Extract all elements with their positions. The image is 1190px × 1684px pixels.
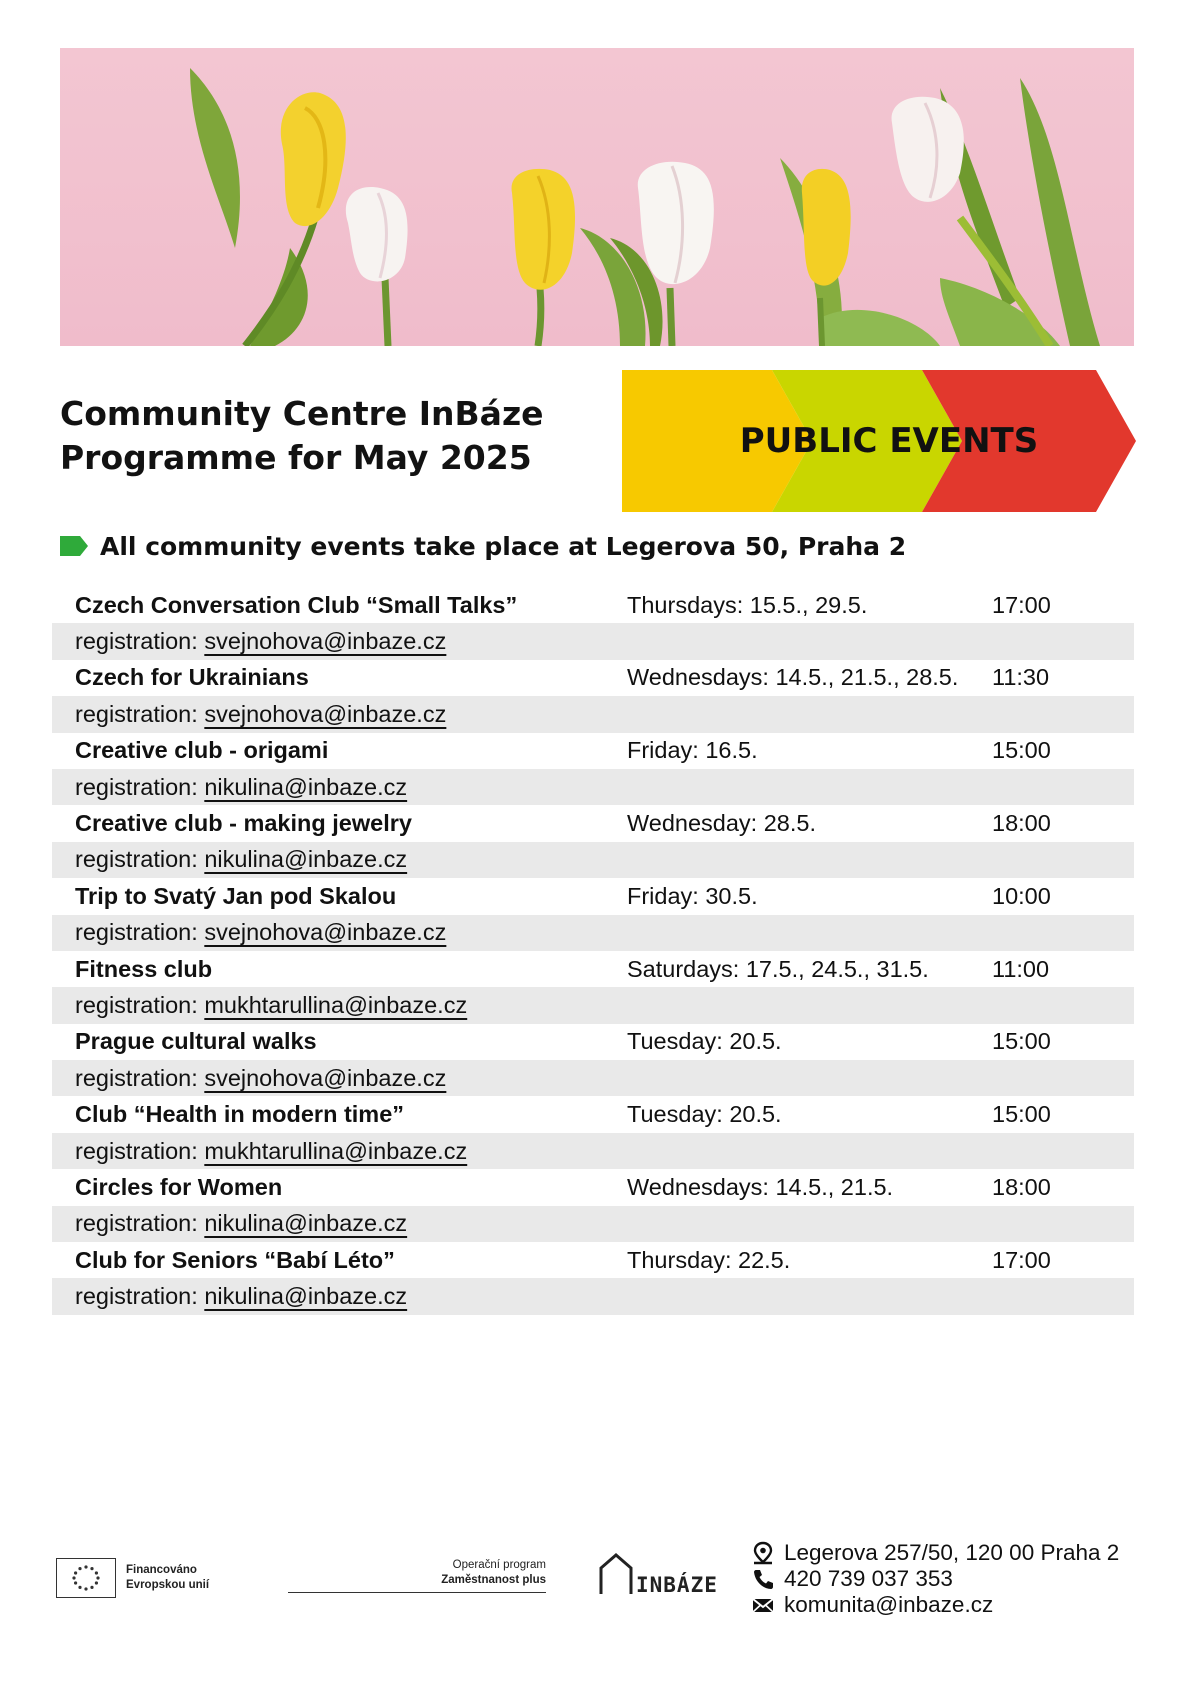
event-time: 15:00 [992, 1028, 1051, 1055]
event-row [52, 1096, 1134, 1132]
registration-row [52, 1133, 1134, 1169]
registration-email-link[interactable]: svejnohova@inbaze.cz [204, 628, 447, 655]
event-time: 17:00 [992, 591, 1051, 618]
registration-label: registration: [75, 919, 205, 946]
registration-email-link[interactable]: svejnohova@inbaze.cz [204, 700, 447, 727]
event-title: Prague cultural walks [75, 1028, 317, 1055]
registration-email-link[interactable]: nikulina@inbaze.cz [204, 1283, 408, 1310]
registration-email-link[interactable]: svejnohova@inbaze.cz [204, 919, 447, 946]
event-dates: Wednesdays: 14.5., 21.5. [627, 1173, 894, 1200]
op-line-1: Operační program [452, 1559, 546, 1571]
registration-email-link[interactable]: svejnohova@inbaze.cz [204, 1064, 447, 1091]
registration-info [52, 1210, 407, 1237]
contact-phone [752, 1566, 1119, 1592]
event-row [52, 951, 1134, 987]
event-dates: Tuesday: 20.5. [627, 1028, 782, 1055]
email-text[interactable]: komunita@inbaze.cz [784, 1592, 994, 1617]
public-events-banner [622, 370, 1136, 512]
eu-text-line-2: Evropskou unií [126, 1579, 210, 1591]
event-dates: Tuesday: 20.5. [627, 1101, 782, 1128]
inbaze-logo-text: INBÁZE [636, 1573, 718, 1597]
house-icon [598, 1552, 634, 1596]
event-title: Circles for Women [75, 1173, 283, 1200]
registration-info [52, 992, 467, 1019]
hero-tulips-image [60, 48, 1134, 346]
event-row [52, 587, 1134, 623]
registration-label: registration: [75, 1137, 205, 1164]
tag-arrow-icon [60, 536, 88, 556]
op-line-2: Zaměstnanost plus [441, 1574, 546, 1586]
event-dates: Wednesdays: 14.5., 21.5., 28.5. [627, 664, 959, 691]
event-title: Fitness club [75, 955, 213, 982]
event-dates: Thursday: 22.5. [627, 1246, 791, 1273]
event-title: Czech Conversation Club “Small Talks” [75, 591, 518, 618]
registration-info [52, 774, 407, 801]
eu-funding-logo [56, 1558, 209, 1598]
event-row [52, 1242, 1134, 1278]
registration-info [52, 1065, 446, 1092]
location-note [60, 526, 906, 566]
event-time: 11:00 [992, 955, 1050, 982]
event-time: 11:30 [992, 664, 1050, 691]
page-title [60, 392, 620, 480]
registration-info [52, 919, 446, 946]
registration-info [52, 1138, 467, 1165]
registration-row [52, 769, 1134, 805]
banner-label: PUBLIC EVENTS [739, 421, 1039, 461]
event-title: Club “Health in modern time” [75, 1101, 405, 1128]
registration-email-link[interactable]: nikulina@inbaze.cz [204, 846, 408, 873]
registration-info [52, 628, 446, 655]
event-dates: Friday: 30.5. [627, 882, 758, 909]
registration-label: registration: [75, 773, 205, 800]
event-row [52, 878, 1134, 914]
event-time: 15:00 [992, 737, 1051, 764]
registration-info [52, 701, 446, 728]
registration-label: registration: [75, 628, 205, 655]
event-time: 15:00 [992, 1101, 1051, 1128]
registration-label: registration: [75, 1283, 205, 1310]
registration-label: registration: [75, 846, 205, 873]
event-row [52, 1024, 1134, 1060]
event-title: Trip to Svatý Jan pod Skalou [75, 882, 397, 909]
registration-row [52, 915, 1134, 951]
registration-row [52, 1206, 1134, 1242]
registration-row [52, 1060, 1134, 1096]
event-dates: Saturdays: 17.5., 24.5., 31.5. [627, 955, 929, 982]
address-text: Legerova 257/50, 120 00 Praha 2 [784, 1540, 1120, 1565]
map-pin-icon [752, 1541, 774, 1565]
registration-label: registration: [75, 991, 205, 1018]
phone-text[interactable]: 420 739 037 353 [784, 1566, 953, 1591]
event-row [52, 733, 1134, 769]
events-table [52, 587, 1134, 1315]
event-time: 10:00 [992, 882, 1051, 909]
registration-label: registration: [75, 1210, 205, 1237]
contact-address [752, 1540, 1119, 1566]
registration-info [52, 846, 407, 873]
registration-email-link[interactable]: mukhtarullina@inbaze.cz [204, 991, 468, 1018]
registration-info [52, 1283, 407, 1310]
registration-row [52, 623, 1134, 659]
event-row [52, 1169, 1134, 1205]
event-title: Club for Seniors “Babí Léto” [75, 1246, 395, 1273]
location-text: All community events take place at Legerova 50, Praha 2 [100, 531, 907, 561]
registration-row [52, 842, 1134, 878]
registration-email-link[interactable]: mukhtarullina@inbaze.cz [204, 1137, 468, 1164]
contact-email [752, 1592, 1119, 1618]
registration-row [52, 987, 1134, 1023]
inbaze-logo [598, 1552, 718, 1596]
event-row [52, 660, 1134, 696]
event-row [52, 805, 1134, 841]
eu-text-line-1: Financováno [126, 1564, 197, 1576]
registration-label: registration: [75, 700, 205, 727]
op-programme-logo [288, 1558, 546, 1593]
event-title: Creative club - origami [75, 737, 329, 764]
envelope-icon [752, 1593, 774, 1617]
registration-row [52, 1278, 1134, 1314]
event-title: Creative club - making jewelry [75, 810, 412, 837]
title-line-1: Community Centre InBáze [60, 394, 544, 433]
event-title: Czech for Ukrainians [75, 664, 309, 691]
event-dates: Thursdays: 15.5., 29.5. [627, 591, 868, 618]
footer [0, 1540, 1190, 1660]
event-dates: Wednesday: 28.5. [627, 810, 816, 837]
event-dates: Friday: 16.5. [627, 737, 758, 764]
eu-flag-icon [56, 1558, 116, 1598]
event-time: 17:00 [992, 1246, 1051, 1273]
phone-icon [752, 1567, 774, 1591]
registration-row [52, 696, 1134, 732]
contact-info [752, 1540, 1119, 1618]
registration-email-link[interactable]: nikulina@inbaze.cz [204, 1210, 408, 1237]
registration-email-link[interactable]: nikulina@inbaze.cz [204, 773, 408, 800]
title-line-2: Programme for May 2025 [60, 438, 532, 477]
event-time: 18:00 [992, 810, 1051, 837]
event-time: 18:00 [992, 1173, 1051, 1200]
registration-label: registration: [75, 1064, 205, 1091]
